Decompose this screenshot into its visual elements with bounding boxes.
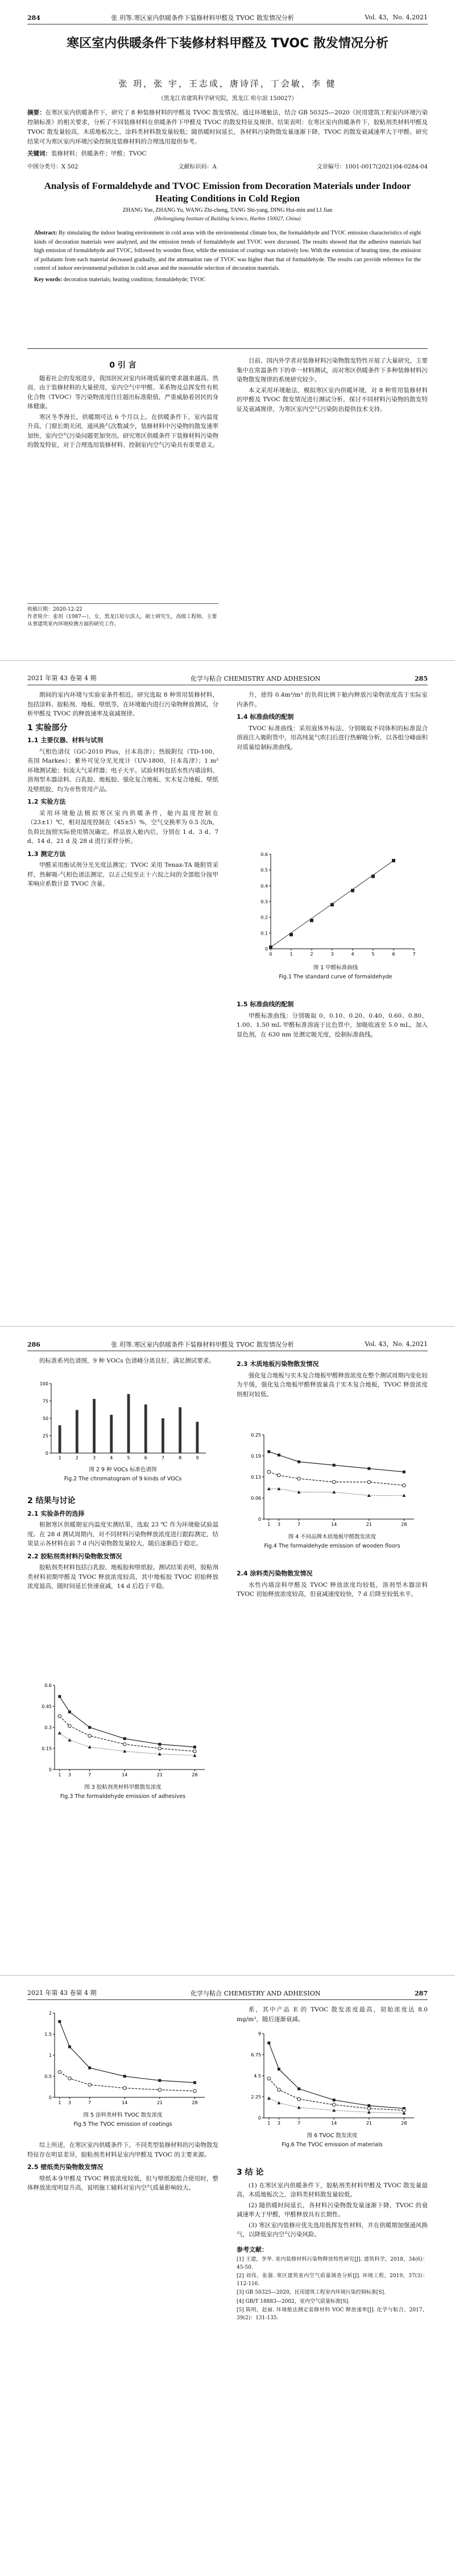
- y-tick-label: 50: [42, 1416, 48, 1421]
- peak-bar: [196, 1422, 198, 1453]
- data-point: [123, 2087, 126, 2090]
- intro-paragraph: 随着社会的发展进步，我国居民对室内环境质量的要求越来越高。然而，由于装修材料的大量使用，室内空气中甲醛、苯系物及总挥发性有机化合物（TVOC）等污染物浓度往往超出标准限值，严重威胁着居民的身体健康。: [27, 375, 218, 410]
- x-tick-label: 3: [68, 1772, 71, 1777]
- body-paragraph: 强化复合地板与实木复合地板甲醛释放浓度在整个测试周期内变化较为平缓，强化复合地板甲醛释放量高于实木复合地板，TVOC 释放浓度则相对较低。: [237, 1372, 428, 1398]
- y-tick-label: 0: [45, 1451, 48, 1456]
- figure-caption: 图 2 9 种 VOCs 标准色谱图: [89, 1467, 157, 1473]
- reference-item: [1] 王建，李华. 室内装修材料污染物释放特性研究[J]. 建筑科学，2018，34(6)：45-50.: [237, 2257, 428, 2270]
- data-point: [278, 2088, 281, 2092]
- figure-caption: 图 5 涂料类材料 TVOC 散发浓度: [83, 2112, 163, 2118]
- y-tick-label: 0.6: [260, 852, 268, 857]
- figure-3: [34, 1680, 212, 1800]
- data-point: [310, 919, 313, 922]
- body-paragraph: 胶粘剂类材料包括白乳胶、地板胶和壁纸胶。测试结果表明，胶粘剂类材料初期甲醛及 TVOC 释放浓度较高，其中地板胶 TVOC 初始释放浓度最高，随时间延长快速衰减，14 d 后趋于平稳。: [27, 1564, 218, 1590]
- peak-bar: [144, 1405, 147, 1453]
- page4-left-column: [27, 2141, 218, 2194]
- english-keywords: [34, 275, 421, 285]
- y-tick-label: 1: [48, 2053, 52, 2058]
- y-tick-label: 1.5: [44, 2032, 52, 2037]
- y-tick-label: 6.75: [251, 2052, 261, 2057]
- intro-paragraph: 本文采用环境舱法，模拟寒区室内供暖环境，对 8 种常用装修材料的甲醛及 TVOC 散发情况进行测试分析，探讨不同材料污染物的散发特征及衰减规律，为寒区室内空气污染防治提供技术支持。: [237, 386, 428, 413]
- data-point: [403, 1471, 406, 1474]
- header-issue: 2021 年第 43 卷第 4 期: [27, 1989, 97, 1997]
- page3-left-column: [27, 1356, 218, 1367]
- peak-bar: [127, 1394, 130, 1453]
- x-tick-label: 7: [161, 1455, 164, 1460]
- data-point: [88, 1726, 91, 1729]
- data-point: [297, 2088, 300, 2091]
- y-tick-label: 0.6: [44, 1683, 52, 1688]
- data-point: [297, 1460, 300, 1463]
- x-tick-label: 0: [269, 952, 272, 957]
- y-tick-label: 0: [264, 947, 268, 952]
- x-tick-label: 1: [58, 2100, 61, 2105]
- page2-left-column: [27, 690, 218, 890]
- data-point: [267, 2042, 270, 2044]
- x-tick-label: 3: [93, 1455, 96, 1460]
- page-number: 285: [415, 675, 428, 682]
- x-tick-label: 21: [366, 1522, 372, 1527]
- body-paragraph: 甲醛标准曲线：分别吸取 0、0.10、0.20、0.40、0.60、0.80、1.00、1.50 mL 甲醛标准溶液于比色管中，加吸收液至 5.0 mL，加入显色剂，在 630 nm 处测定吸光度，绘制标准曲线。: [237, 1012, 428, 1038]
- section-heading: 1 实验部分: [27, 723, 68, 733]
- data-point: [367, 2107, 371, 2110]
- figure-6: [243, 2028, 421, 2149]
- body-paragraph: 综上所述，在寒区室内供暖条件下，不同类型装修材料的污染物散发特征存在明显差异，胶粘剂类材料是室内甲醛及 TVOC 的主要来源。: [27, 2142, 218, 2158]
- data-point: [333, 1464, 336, 1467]
- x-tick-label: 1: [267, 1522, 271, 1527]
- data-point: [392, 859, 395, 862]
- page-4: [0, 1975, 455, 2576]
- article-number: 文章编号：1001-0017(2021)04-0284-04: [316, 164, 428, 170]
- data-point: [267, 1470, 271, 1474]
- reference-item: [4] GB/T 18883—2002，室内空气质量标准[S].: [237, 2298, 350, 2305]
- x-tick-label: 7: [88, 2100, 92, 2105]
- wooden-floor-formaldehyde-chart: [243, 1429, 421, 1532]
- figure-caption: 图 6 TVOC 散发浓度: [307, 2133, 358, 2139]
- x-tick-label: 4: [110, 1455, 113, 1460]
- x-tick-label: 2: [310, 952, 313, 957]
- x-tick-label: 2: [75, 1455, 78, 1460]
- x-tick-label: 3: [330, 952, 334, 957]
- subsection-heading: 1.2 实验方法: [27, 798, 66, 805]
- abstract-cn: [27, 108, 428, 147]
- figure-2: [34, 1379, 212, 1483]
- references-list: [237, 2256, 428, 2322]
- x-tick-label: 21: [156, 2100, 163, 2105]
- conclusion-item: (1) 在寒区室内供暖条件下，胶粘剂类材料甲醛及 TVOC 散发量最高，木质地板次之，涂料类材料散发量较低。: [237, 2182, 428, 2198]
- chart-background: [243, 1429, 421, 1532]
- data-point: [193, 1746, 196, 1748]
- y-tick-label: 0: [258, 1517, 261, 1522]
- header-journal: 化学与粘合 CHEMISTRY AND ADHESION: [191, 1990, 321, 1997]
- data-point: [269, 945, 272, 949]
- y-tick-label: 25: [42, 1433, 48, 1439]
- body-paragraph: TVOC 标准曲线：采用液体外标法，分别吸取不同体积的标准混合溶液注入吸附管中，用高纯氮气吹扫后进行热解吸分析，以各组分峰面积对质量绘制标准曲线。: [237, 725, 428, 751]
- reference-item: [2] 刘伟，张强. 寒区建筑室内空气质量调查分析[J]. 环境工程，2019，37(3)：112-116.: [237, 2273, 428, 2287]
- body-paragraph: 采用环境舱法模拟寒区室内供暖条件，舱内温度控制在（23±1）℃，相对湿度控制在（45±5）%，空气交换率为 0.5 次/h，负荷比按照实际使用情况确定。样品放入舱内后，分别在 1 d、3 d、7 d、14 d、21 d 及 28 d 进行采样分析。: [27, 809, 218, 845]
- keywords-label: 关键词：: [27, 150, 51, 157]
- english-abstract-text: By simulating the indoor heating environment in cold areas with the environmental climate box, the formaldehyde and TVOC emission characteristics of eight kinds of decoration materials were analyzed, and the emission trends of formaldehyde and TVOC were discussed. The results showed that the adhesive materials had high emission of formaldehyde and TVOC, followed by wooden floor, while the emission of coatings was relatively low. With the extension of heating time, the emission of pollutants from each material decreased gradually, and the attenuation rate of TVOC was higher than that of formaldehyde. The results can provide reference for the control of indoor environmental pollution in cold areas and the reasonable selection of decoration materials.: [34, 230, 421, 271]
- header-title: 张 玥等.寒区室内供暖条件下装修材料甲醛及 TVOC 散发情况分析: [111, 1341, 294, 1348]
- peak-bar: [179, 1407, 181, 1453]
- x-tick-label: 3: [277, 2121, 280, 2126]
- affiliation: （黑龙江省建筑科学研究院，黑龙江 哈尔滨 150027）: [158, 96, 297, 102]
- x-tick-label: 14: [331, 2121, 337, 2126]
- x-tick-label: 28: [192, 1772, 198, 1777]
- page-2: [0, 660, 455, 1326]
- abstract-text: 在寒区室内供暖条件下，研究了 8 种装修材料的甲醛及 TVOC 散发情况。通过环境舱法，结合 GB 50325—2020《民用建筑工程室内环境污染控制标准》的相关要求，分析了不同装修材料在供暖条件下甲醛及 TVOC 的散发特征及规律。结果表明：在寒区室内供暖条件下，胶粘剂类材料甲醛及 TVOC 散发量较高，木质地板次之，涂料类材料散发量较低；随供暖时间延长，各材料污染物散发量逐渐下降，TVOC 的散发衰减速率大于甲醛。研究结果可为寒区室内环境污染控制及装修材料的合理选用提供参考。: [27, 109, 428, 145]
- formaldehyde-standard-curve-chart: [250, 849, 421, 962]
- x-tick-label: 7: [412, 952, 416, 957]
- data-point: [58, 2071, 61, 2074]
- y-tick-label: 0.25: [251, 1433, 261, 1438]
- subsection-heading: 1.1 主要仪器、材料与试剂: [27, 736, 104, 744]
- intro-paragraph: 寒区冬季漫长，供暖期可达 6 个月以上。在供暖条件下，室内温度升高，门窗长期关闭，通风换气次数减少，装修材料中污染物的散发速率加快，室内空气污染问题更加突出。研究寒区供暖条件下装修材料污染物的散发特征，对于合理选用装修材料、控制室内空气污染具有重要意义。: [27, 413, 218, 448]
- data-point: [158, 1747, 162, 1750]
- data-point: [88, 1734, 92, 1738]
- english-abstract: [34, 229, 421, 284]
- english-affiliation: (Heilongjiang Institute of Building Science, Harbin 150027, China): [154, 216, 301, 222]
- subsection-heading: 2.1 实验条件的选择: [27, 1509, 85, 1517]
- body-paragraph: 根据寒区供暖期室内温度实测结果，选取 23 ℃ 作为环境舱试验温度。在 28 d 测试周期内，对不同材料污染物释放浓度进行跟踪测定，结果显示各材料在前 7 d 内污染物散发量较大，随后逐渐趋于稳定。: [27, 1521, 218, 1547]
- section-divider: [27, 348, 428, 349]
- authors: 张 玥，张 宇，王志成，唐诗洋，丁会敏，李 健: [118, 79, 337, 89]
- x-tick-label: 7: [297, 2121, 301, 2126]
- data-point: [158, 2088, 162, 2092]
- figure-5: [34, 2007, 212, 2128]
- y-tick-label: 2.25: [251, 2094, 261, 2100]
- subsection-heading: 1.4 标准曲线的配制: [237, 713, 294, 721]
- subsection-heading: 1.3 测定方法: [27, 850, 66, 858]
- data-point: [193, 1750, 197, 1753]
- chart-background: [34, 1680, 212, 1782]
- author-bio: 作者简介：张玥（1987—），女，黑龙江哈尔滨人，硕士研究生，高级工程师，主要从事建筑室内环境检测方面的研究工作。: [27, 614, 217, 627]
- page3-left-column-lower: [27, 1492, 218, 1592]
- english-abstract-label: Abstract:: [34, 230, 57, 236]
- x-tick-label: 9: [196, 1455, 199, 1460]
- running-header: [27, 666, 428, 685]
- page-number: 284: [27, 14, 40, 22]
- y-tick-label: 0: [48, 1767, 52, 1772]
- data-point: [278, 1474, 281, 1477]
- x-tick-label: 6: [144, 1455, 147, 1460]
- references-heading: 参考文献：: [237, 2245, 268, 2253]
- x-tick-label: 3: [277, 1522, 280, 1527]
- adhesives-formaldehyde-chart: [34, 1680, 212, 1782]
- data-point: [371, 875, 375, 878]
- x-tick-label: 3: [68, 2100, 71, 2105]
- x-tick-label: 8: [179, 1455, 182, 1460]
- data-point: [351, 889, 354, 892]
- x-tick-label: 1: [289, 952, 293, 957]
- data-point: [123, 1743, 126, 1746]
- tvoc-emission-chart: [243, 2028, 421, 2130]
- reference-item: [3] GB 50325—2020，民用建筑工程室内环境污染控制标准[S].: [237, 2290, 386, 2295]
- page3-right-column-lower: [237, 1566, 428, 1600]
- data-point: [403, 1484, 406, 1487]
- header-volume: Vol. 43，No. 4,2021: [365, 14, 428, 21]
- data-point: [193, 2081, 196, 2084]
- data-point: [68, 2046, 71, 2048]
- y-tick-label: 0.45: [42, 1704, 52, 1709]
- x-tick-label: 28: [401, 1522, 407, 1527]
- page2-right-column: [237, 690, 428, 753]
- subsection-heading: 2.2 胶粘剂类材料污染物散发情况: [27, 1552, 122, 1560]
- peak-bar: [59, 1425, 61, 1453]
- intro-heading: 0 引 言: [109, 361, 136, 370]
- data-point: [68, 1710, 71, 1713]
- page-number: 287: [415, 1990, 428, 1997]
- running-header: [27, 1332, 428, 1351]
- data-point: [88, 2083, 92, 2087]
- x-tick-label: 4: [351, 952, 354, 957]
- y-tick-label: 0.4: [260, 883, 268, 889]
- conclusion-item: (3) 寒区室内装修应优先选用低挥发性材料，并在供暖期加强通风换气，以降低室内空气污染风险。: [237, 2221, 428, 2238]
- data-point: [278, 1454, 280, 1456]
- figure-1: [250, 849, 421, 981]
- intro-left-column: [27, 356, 218, 451]
- header-volume: Vol. 43，No. 4,2021: [365, 1340, 428, 1348]
- page4-right-column: [237, 2005, 428, 2025]
- data-point: [333, 2098, 336, 2101]
- data-point: [289, 933, 293, 936]
- data-point: [297, 2097, 301, 2101]
- data-point: [158, 1743, 161, 1746]
- y-tick-label: 0.13: [251, 1475, 261, 1480]
- x-tick-label: 6: [392, 952, 395, 957]
- english-title: Analysis of Formaldehyde and TVOC Emission from Decoration Materials under Indoor Heating Conditions in Cold Region: [44, 180, 411, 204]
- y-tick-label: 0: [258, 2116, 261, 2121]
- conclusions-column: [237, 2163, 428, 2323]
- y-tick-label: 0.1: [260, 931, 268, 936]
- x-tick-label: 5: [371, 952, 375, 957]
- peak-bar: [162, 1418, 164, 1453]
- header-title: 张 玥等.寒区室内供暖条件下装修材料甲醛及 TVOC 散发情况分析: [111, 14, 294, 22]
- data-point: [68, 1725, 72, 1728]
- figure-caption: 图 3 胶粘剂类材料甲醛散发浓度: [84, 1784, 162, 1791]
- english-keywords-label: Key words:: [34, 276, 63, 283]
- y-tick-label: 0.2: [260, 915, 268, 920]
- x-tick-label: 7: [88, 1772, 92, 1777]
- y-tick-label: 2: [48, 2011, 52, 2016]
- y-tick-label: 0.3: [44, 1725, 52, 1730]
- page-3: [0, 1326, 455, 1975]
- page-1: [0, 0, 455, 660]
- running-header: [27, 1981, 428, 2000]
- figure-caption-en: Fig.4 The formaldehyde emission of wooden floors: [264, 1543, 400, 1549]
- data-point: [278, 2068, 280, 2071]
- page3-right-column: [237, 1356, 428, 1400]
- data-point: [267, 1450, 270, 1453]
- x-tick-label: 1: [58, 1772, 61, 1777]
- y-tick-label: 100: [39, 1381, 48, 1386]
- subsection-heading: 2.3 木质地板污染物散发情况: [237, 1360, 319, 1368]
- section-heading: 2 结果与讨论: [27, 1496, 76, 1505]
- data-point: [58, 1695, 61, 1698]
- x-tick-label: 14: [122, 2100, 128, 2105]
- y-tick-label: 0.06: [251, 1496, 261, 1501]
- english-keywords-text: decoration materials; heating condition; formaldehyde; TVOC: [63, 276, 206, 283]
- data-point: [58, 2020, 61, 2023]
- data-point: [267, 2077, 271, 2080]
- x-tick-label: 28: [192, 2100, 198, 2105]
- coatings-tvoc-chart: [34, 2007, 212, 2110]
- x-tick-label: 14: [122, 1772, 128, 1777]
- body-paragraph: 系，其中产品 E 的 TVOC 散发浓度最高，初始浓度达 8.0 mg/m³，随后逐渐衰减。: [237, 2006, 428, 2023]
- y-tick-label: 75: [42, 1398, 48, 1404]
- x-tick-label: 1: [58, 1455, 61, 1460]
- data-point: [332, 1480, 336, 1484]
- header-issue: 2021 年第 43 卷第 4 期: [27, 674, 97, 682]
- vocs-chromatogram-chart: [34, 1379, 212, 1464]
- data-point: [330, 903, 334, 907]
- y-tick-label: 0.5: [260, 867, 268, 873]
- data-point: [123, 2075, 126, 2078]
- data-point: [158, 2079, 161, 2082]
- x-tick-label: 1: [267, 2121, 271, 2126]
- subsection-heading: 2.4 涂料类污染物散发情况: [237, 1570, 313, 1577]
- body-paragraph: 壁纸本身甲醛及 TVOC 释放浓度较低，但与壁纸胶组合使用时，整体释放浓度明显升高，说明施工辅料对室内空气质量影响较大。: [27, 2175, 218, 2191]
- body-paragraph: 水性内墙涂料甲醛及 TVOC 释放浓度均较低，溶剂型木器涂料 TVOC 初始释放浓度较高，但衰减速度较快，7 d 后降至较低水平。: [237, 1581, 428, 1598]
- footnote: [27, 603, 218, 628]
- figure-caption-en: Fig.5 The TVOC emission of coatings: [73, 2121, 172, 2128]
- x-tick-label: 5: [127, 1455, 130, 1460]
- y-tick-label: 0: [48, 2095, 52, 2100]
- page2-right-column-lower: [237, 997, 428, 1040]
- y-tick-label: 0.3: [260, 899, 268, 904]
- chart-background: [250, 849, 421, 962]
- clc-number: 中图分类号：X 502: [27, 164, 78, 170]
- y-tick-label: 0.19: [251, 1454, 261, 1459]
- body-paragraph: 的标准系列色谱图，9 种 VOCs 色谱峰分离良好，满足测试要求。: [39, 1357, 215, 1364]
- data-point: [68, 2077, 72, 2080]
- data-point: [297, 1477, 301, 1480]
- figure-caption: 图 4 不同品牌木质地板甲醛散发浓度: [288, 1534, 377, 1540]
- y-tick-label: 9: [258, 2031, 261, 2036]
- document-code: 文献标识码：A: [178, 164, 217, 170]
- intro-paragraph: 目前，国内外学者对装修材料污染物散发特性开展了大量研究，主要集中在常温条件下的单一材料测试，而对寒区供暖条件下多种装修材料污染物散发规律的系统研究较少。: [237, 357, 428, 383]
- conclusion-item: (2) 随供暖时间延长，各材料污染物散发量逐渐下降，TVOC 的衰减速率大于甲醛，甲醛释放具有长期性。: [237, 2201, 428, 2218]
- received-date: 收稿日期：2020-12-22: [27, 607, 82, 612]
- keywords-cn: [27, 149, 428, 159]
- figure-4: [243, 1429, 421, 1550]
- data-point: [332, 2103, 336, 2106]
- data-point: [193, 2089, 197, 2093]
- body-paragraph: 甲醛采用酚试剂分光光度法测定；TVOC 采用 Tenax-TA 吸附管采样，热解吸-气相色谱法测定，以正己烷至正十六烷之间的全部组分按甲苯响应系数计算 TVOC 含量。: [27, 862, 218, 887]
- data-point: [88, 2067, 91, 2069]
- english-authors: ZHANG Yue, ZHANG Yu, WANG Zhi-cheng, TANG Shi-yang, DING Hui-min and LI Jian: [122, 207, 333, 213]
- y-tick-label: 0.15: [42, 1746, 52, 1751]
- body-paragraph: 升，使得 0.4m³/m³ 的负荷比例下舱内释放污染物浓度高于实际室内条件。: [237, 692, 428, 708]
- intro-right-column: [237, 356, 428, 415]
- subsection-heading: 2.5 壁纸类污染物散发情况: [27, 2163, 104, 2171]
- header-journal: 化学与粘合 CHEMISTRY AND ADHESION: [191, 675, 321, 682]
- data-point: [58, 1714, 61, 1718]
- x-tick-label: 21: [156, 1772, 163, 1777]
- data-point: [123, 1737, 126, 1740]
- reference-item: [5] 陈明，赵丽. 环境舱法测定装修材料 VOC 释放速率[J]. 化学与粘合，2017，39(2)：131-135.: [237, 2307, 428, 2321]
- figure-caption-en: Fig.1 The standard curve of formaldehyde: [279, 974, 392, 980]
- section-heading: 3 结 论: [237, 2168, 264, 2177]
- data-point: [367, 1480, 371, 1484]
- classification-line: [27, 162, 428, 170]
- figure-caption-en: Fig.2 The chromatogram of 9 kinds of VOCs: [64, 1476, 182, 1482]
- paper-title: 寒区室内供暖条件下装修材料甲醛及 TVOC 散发情况分析: [67, 36, 388, 51]
- body-paragraph: 期间的室内环境与实验室条件相近。研究选取 8 种常用装修材料，包括涂料、胶粘剂、地板、壁纸等，在环境舱内进行污染物释放测试，分析甲醛及 TVOC 的释放速率及衰减规律。: [27, 692, 218, 717]
- page-number: 286: [27, 1341, 40, 1348]
- peak-bar: [93, 1399, 96, 1453]
- peak-bar: [76, 1410, 78, 1453]
- figure-caption-en: Fig.3 The formaldehyde emission of adhesives: [60, 1793, 186, 1800]
- y-tick-label: 0.5: [44, 2074, 52, 2079]
- x-tick-label: 7: [297, 1522, 301, 1527]
- body-paragraph: 气相色谱仪（GC-2010 Plus，日本岛津）；热脱附仪（TD-100，英国 Markes）；紫外可见分光光度计（UV-1800，日本岛津）；1 m³ 环境测试舱；恒流大气采样器；电子天平。试验材料包括水性内墙涂料、溶剂型木器涂料、白乳胶、地板胶、强化复合地板、实木复合地板、壁纸及壁纸胶，均为市售常用产品。: [27, 748, 218, 793]
- x-tick-label: 28: [401, 2121, 407, 2126]
- x-tick-label: 21: [366, 2121, 372, 2126]
- subsection-heading: 1.5 标准曲线的配制: [237, 1001, 294, 1008]
- keywords-text: 装修材料；供暖条件；甲醛；TVOC: [51, 150, 147, 157]
- figure-caption-en: Fig.6 The TVOC emission of materials: [282, 2142, 383, 2148]
- figure-caption: 图 1 甲醛标准曲线: [313, 965, 358, 971]
- abstract-label: 摘要：: [27, 109, 46, 116]
- y-tick-label: 4.5: [254, 2073, 261, 2079]
- peak-bar: [110, 1415, 113, 1453]
- running-header: [27, 6, 428, 24]
- x-tick-label: 14: [331, 1522, 337, 1527]
- data-point: [367, 1467, 370, 1470]
